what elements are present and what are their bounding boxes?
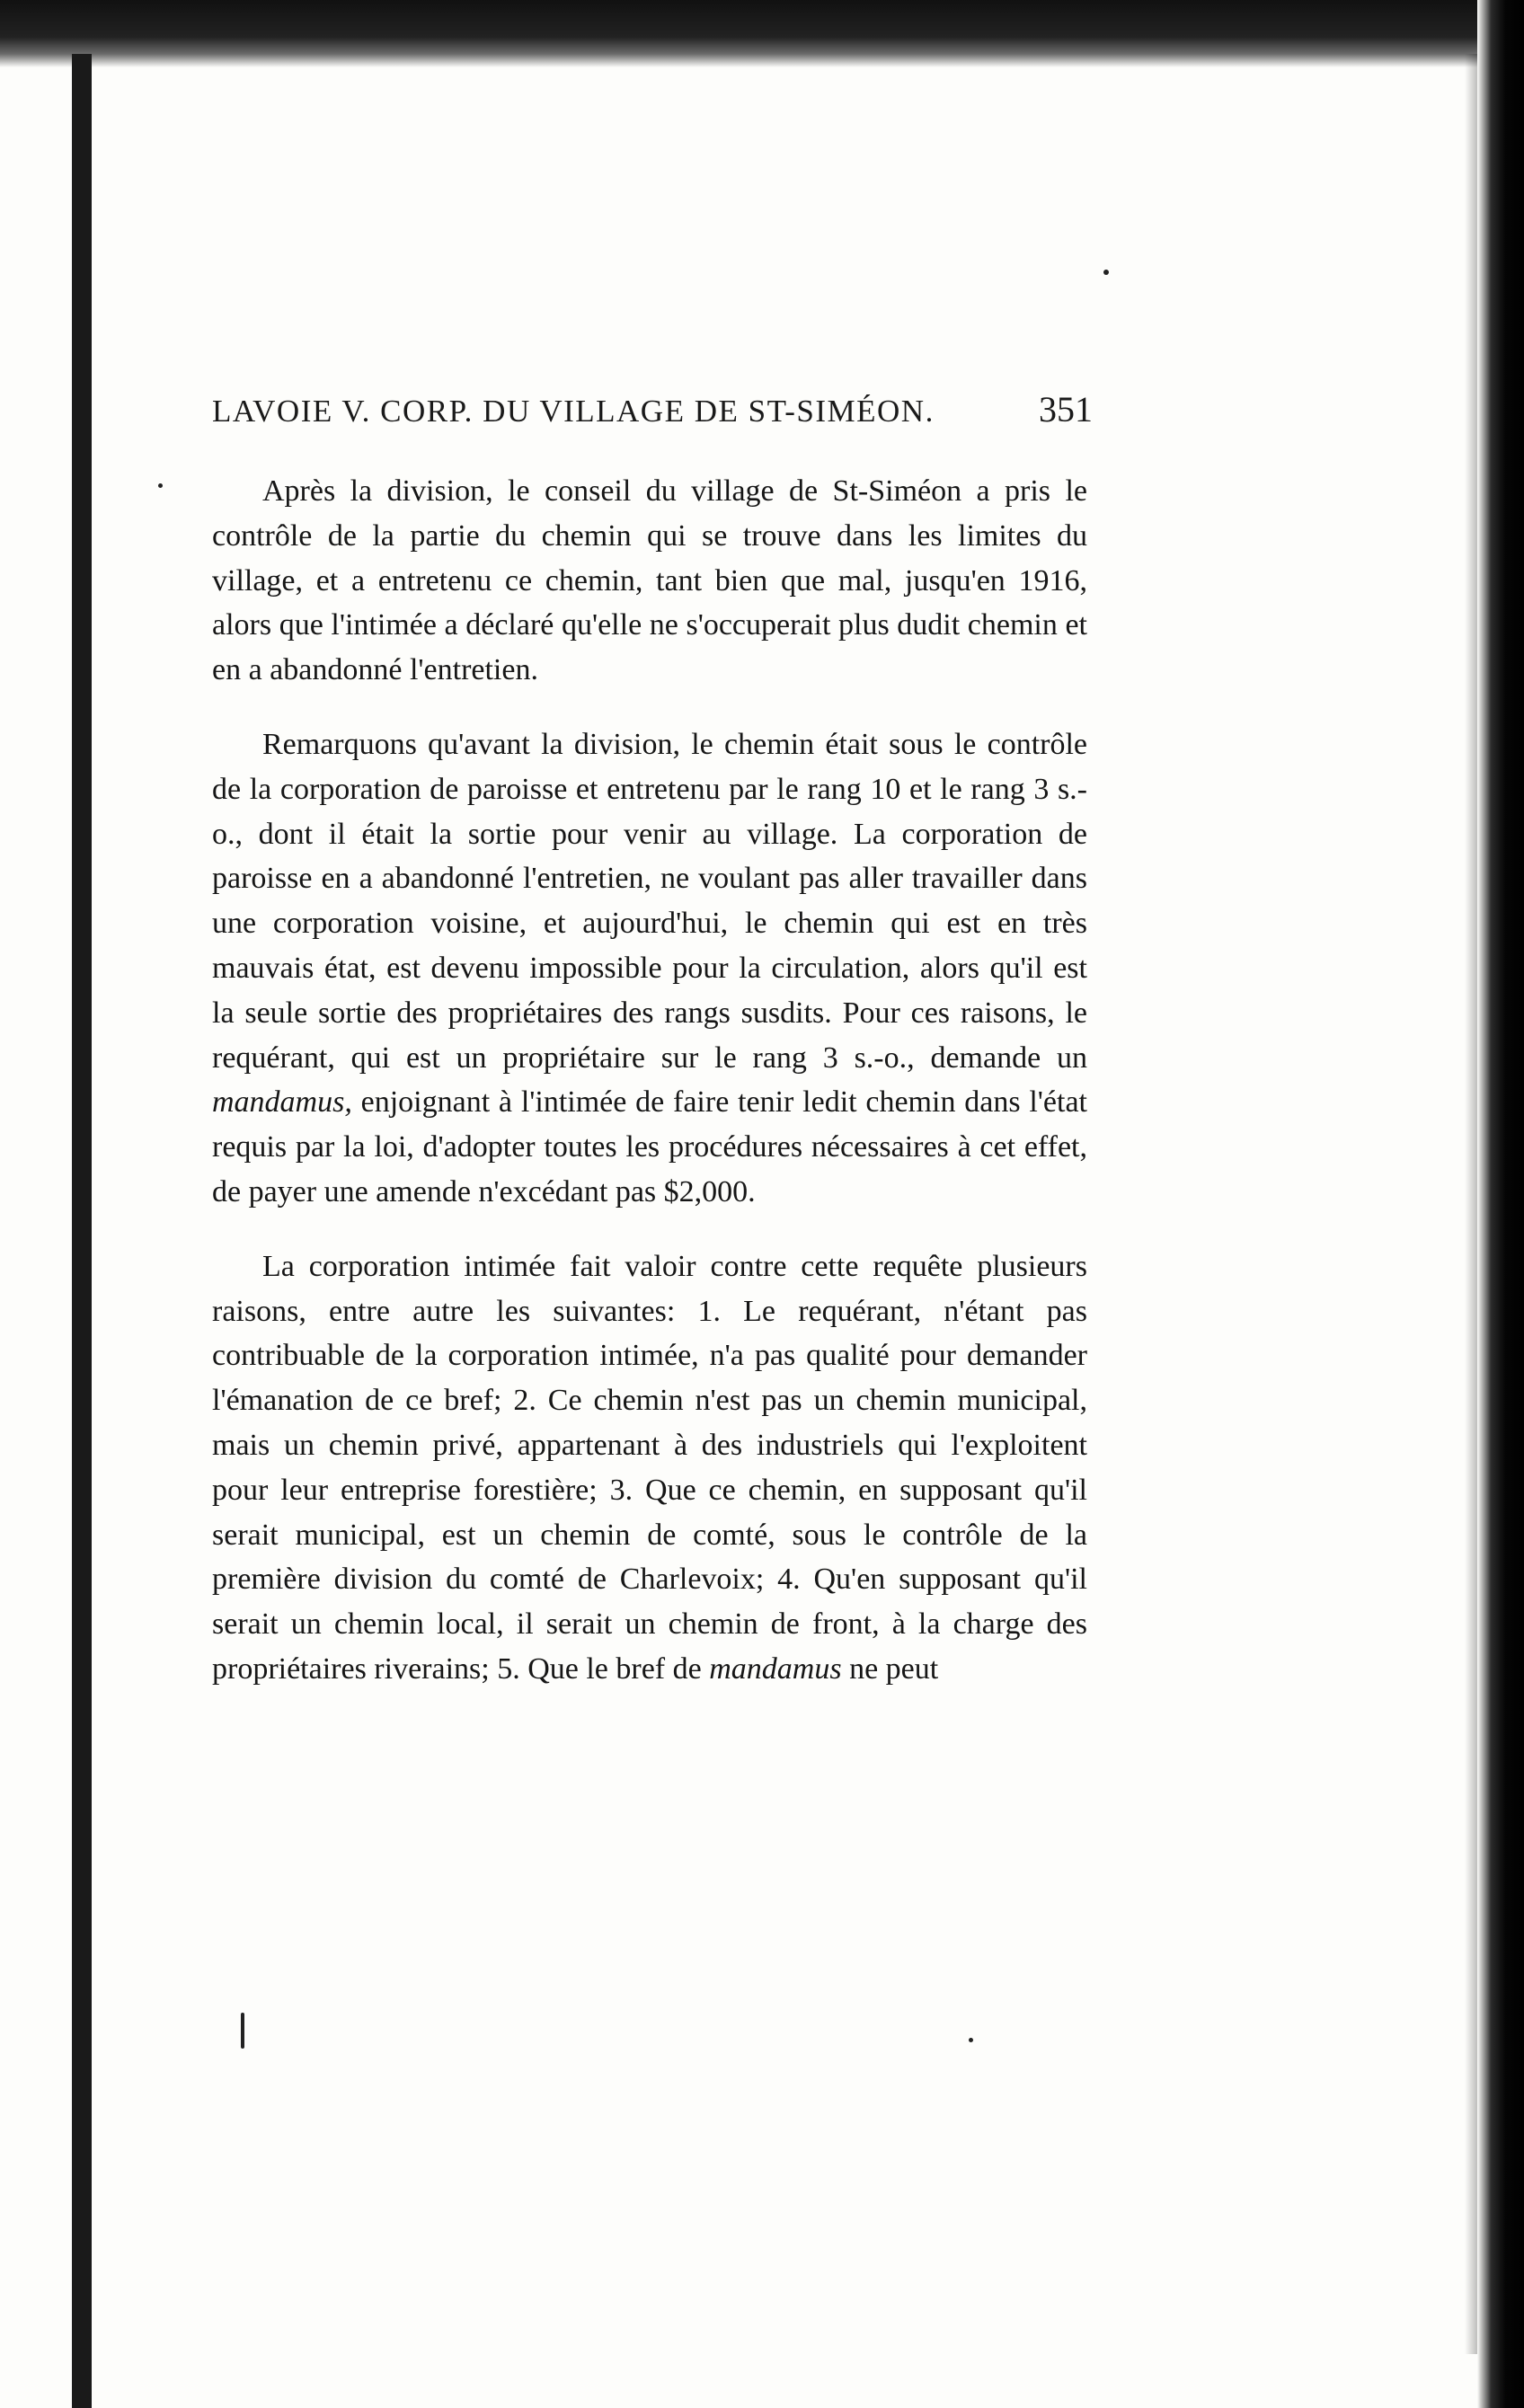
scan-top-shadow [0,0,1524,67]
paragraph-2-text-b: enjoignant à l'intimée de faire tenir ledit chemin dans l'état requis par la loi, d'adopter toutes les procédures nécessaires à cet effet, de payer une amende n'excédant pas $2,000. [212,1085,1087,1208]
paragraph-2 [212,722,1087,1215]
scan-speck [158,483,163,488]
scan-right-edge [1477,0,1524,2408]
scan-right-edge-shadow [1465,54,1477,2354]
paragraph-3-italic: mandamus [709,1651,842,1686]
scan-speck [969,2038,973,2042]
paragraph-2-italic: mandamus, [212,1085,352,1120]
running-head [212,388,1093,430]
body-text [212,469,1087,1692]
paragraph-3-text-b: ne peut [841,1651,939,1686]
paragraph-1 [212,469,1087,693]
scan-speck [1103,270,1109,275]
page-number: 351 [1039,389,1093,429]
scan-left-binding-bar [72,54,92,2408]
paragraph-3-text-a: La corporation intimée fait valoir contre cette requête plusieurs raisons, entre autre les suivantes: 1. Le requérant, n'étant pas contribuable de la corporation intimée, n'a pas qualité pour demander l'émanation de ce bref; 2. Ce chemin n'est pas un chemin municipal, mais un chemin privé, appartenant à des industriels qui l'exploitent pour leur entreprise forestière; 3. Que ce chemin, en supposant qu'il serait municipal, est un chemin de comté, sous le contrôle de la première division du comté de Charlevoix; 4. Qu'en supposant qu'il serait un chemin local, il serait un chemin de front, à la charge des propriétaires riverains; 5. Que le bref de [212,1249,1087,1686]
running-title: LAVOIE V. CORP. DU VILLAGE DE ST-SIMÉON. [212,394,935,429]
paragraph-3 [212,1244,1087,1692]
paragraph-1-text: Après la division, le conseil du village de St-Siméon a pris le contrôle de la partie du chemin qui se trouve dans les limites du village, et a entretenu ce chemin, tant bien que mal, jusqu'en 1916, alors que l'intimée a déclaré qu'elle ne s'occuperait plus dudit chemin et en a abandonné l'entretien. [212,474,1087,687]
scan-mark [241,2013,244,2049]
paragraph-2-text-a: Remarquons qu'avant la division, le chemin était sous le contrôle de la corporation de paroisse et entretenu par le rang 10 et le rang 3 s.-o., dont il était la sortie pour venir au village. La corporation de paroisse en a abandonné l'entretien, ne voulant pas aller travailler dans une corporation voisine, et aujourd'hui, le chemin qui est en très mauvais état, est devenu impossible pour la circulation, alors qu'il est la seule sortie des propriétaires des rangs susdits. Pour ces raisons, le requérant, qui est un propriétaire sur le rang 3 s.-o., demande un [212,727,1087,1075]
